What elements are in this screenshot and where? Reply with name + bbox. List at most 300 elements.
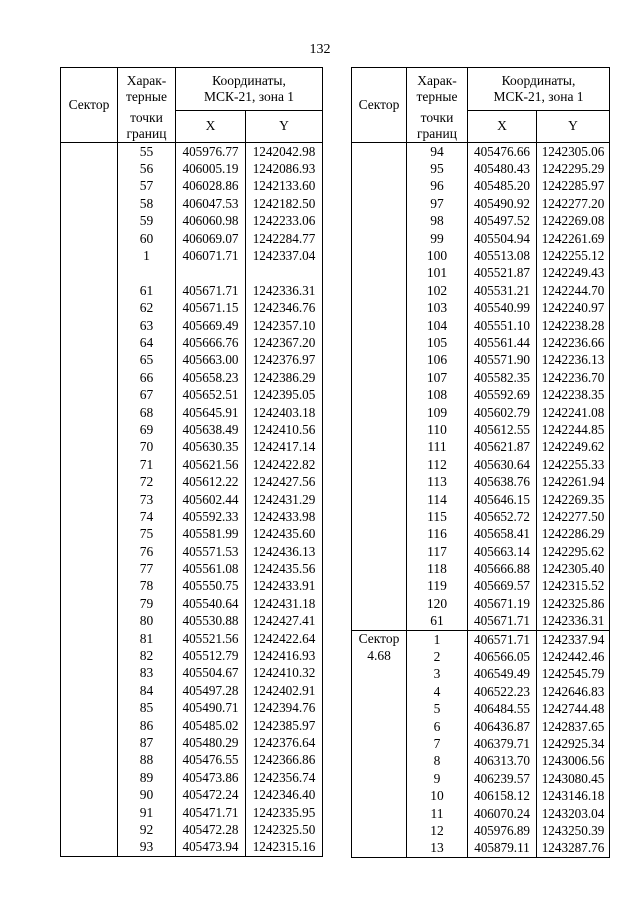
- sector-cell: [61, 734, 118, 751]
- point-cell: 64: [118, 334, 176, 351]
- x-cell: 405530.88: [176, 613, 246, 630]
- table-row: [352, 352, 610, 369]
- x-cell: 405561.08: [176, 560, 246, 577]
- x-cell: 405490.92: [468, 195, 537, 212]
- point-cell: 57: [118, 178, 176, 195]
- x-cell: 405671.71: [468, 613, 537, 631]
- sector-cell: [352, 456, 407, 473]
- table-row: [352, 770, 610, 787]
- x-cell: 405561.44: [468, 334, 537, 351]
- y-cell: 1242325.86: [537, 595, 610, 612]
- point-cell: 81: [118, 630, 176, 647]
- sector-cell: [352, 247, 407, 264]
- x-cell: 405671.15: [176, 300, 246, 317]
- point-cell: 7: [407, 735, 468, 752]
- point-cell: 91: [118, 804, 176, 821]
- y-cell: 1242241.08: [537, 404, 610, 421]
- table-row: [61, 630, 323, 647]
- table-row: [352, 213, 610, 230]
- y-cell: 1242410.56: [246, 421, 323, 438]
- point-cell: 94: [407, 143, 468, 161]
- y-cell: 1242925.34: [537, 735, 610, 752]
- sector-header: Сектор: [352, 68, 407, 143]
- x-cell: 405638.76: [468, 473, 537, 490]
- y-cell: 1242416.93: [246, 647, 323, 664]
- table-row: [352, 735, 610, 752]
- x-cell: [176, 265, 246, 282]
- x-cell: 406060.98: [176, 213, 246, 230]
- y-cell: 1242269.35: [537, 491, 610, 508]
- sector-cell: [61, 421, 118, 438]
- x-cell: 405671.19: [468, 595, 537, 612]
- sector-cell: [352, 143, 407, 161]
- y-cell: 1242182.50: [246, 195, 323, 212]
- coordinates-table-left: [60, 67, 323, 857]
- char-points-line-4: границ: [126, 126, 167, 141]
- point-cell: 115: [407, 508, 468, 525]
- table-row: [352, 334, 610, 351]
- point-cell: 112: [407, 456, 468, 473]
- point-cell: 117: [407, 543, 468, 560]
- sector-cell: [352, 595, 407, 612]
- sector-cell: [61, 352, 118, 369]
- sector-cell: [61, 178, 118, 195]
- y-cell: 1242284.77: [246, 230, 323, 247]
- table-row: [352, 473, 610, 490]
- y-cell: 1242427.56: [246, 473, 323, 490]
- table-row: [352, 230, 610, 247]
- right-table-body: [352, 143, 610, 858]
- sector-cell: [352, 578, 407, 595]
- point-cell: 67: [118, 386, 176, 403]
- table-row: [61, 682, 323, 699]
- point-cell: 101: [407, 265, 468, 282]
- sector-cell: [352, 300, 407, 317]
- x-cell: 405646.15: [468, 491, 537, 508]
- sector-cell: [61, 404, 118, 421]
- point-cell: 96: [407, 178, 468, 195]
- sector-cell: [352, 701, 407, 718]
- x-cell: 405630.35: [176, 439, 246, 456]
- point-cell: 70: [118, 439, 176, 456]
- y-cell: 1242336.31: [537, 613, 610, 631]
- point-cell: 11: [407, 805, 468, 822]
- x-cell: 405645.91: [176, 404, 246, 421]
- sector-cell: [61, 195, 118, 212]
- y-cell: 1242277.50: [537, 508, 610, 525]
- y-cell: 1242385.97: [246, 717, 323, 734]
- table-row: [352, 543, 610, 560]
- y-cell: 1242325.50: [246, 821, 323, 838]
- coords-header: [176, 68, 323, 111]
- point-cell: 74: [118, 508, 176, 525]
- x-cell: 405571.53: [176, 543, 246, 560]
- x-cell: 405592.33: [176, 508, 246, 525]
- table-row: [61, 230, 323, 247]
- x-cell: 405472.28: [176, 821, 246, 838]
- x-cell: 405476.66: [468, 143, 537, 161]
- sector-cell: [352, 213, 407, 230]
- sector-cell: [61, 560, 118, 577]
- x-cell: 405630.64: [468, 456, 537, 473]
- point-cell: 69: [118, 421, 176, 438]
- y-cell: 1242236.66: [537, 334, 610, 351]
- sector-cell: [61, 334, 118, 351]
- y-cell: 1242403.18: [246, 404, 323, 421]
- point-cell: 60: [118, 230, 176, 247]
- table-row: [352, 526, 610, 543]
- point-cell: 79: [118, 595, 176, 612]
- point-cell: 61: [118, 282, 176, 299]
- y-cell: 1242336.31: [246, 282, 323, 299]
- table-row: [352, 178, 610, 195]
- sector-cell: [352, 160, 407, 177]
- y-cell: 1242436.13: [246, 543, 323, 560]
- point-cell: 1: [118, 247, 176, 264]
- x-cell: 405497.52: [468, 213, 537, 230]
- point-cell: 76: [118, 543, 176, 560]
- x-cell: 405976.77: [176, 143, 246, 161]
- y-cell: 1243203.04: [537, 805, 610, 822]
- point-cell: 85: [118, 700, 176, 717]
- point-cell: [118, 265, 176, 282]
- y-cell: 1242249.62: [537, 439, 610, 456]
- sector-cell: [61, 578, 118, 595]
- sector-cell: [352, 560, 407, 577]
- x-cell: 405485.20: [468, 178, 537, 195]
- y-cell: 1242367.20: [246, 334, 323, 351]
- table-row: [61, 700, 323, 717]
- y-cell: 1242356.74: [246, 769, 323, 786]
- x-cell: 405658.41: [468, 526, 537, 543]
- point-cell: 92: [118, 821, 176, 838]
- y-header: Y: [246, 110, 323, 143]
- table-row: [61, 665, 323, 682]
- point-cell: 109: [407, 404, 468, 421]
- table-row: [352, 560, 610, 577]
- point-cell: 95: [407, 160, 468, 177]
- y-cell: 1242427.41: [246, 613, 323, 630]
- table-row: [352, 421, 610, 438]
- point-cell: 8: [407, 753, 468, 770]
- sector-cell: [352, 787, 407, 804]
- y-cell: 1242442.46: [537, 648, 610, 665]
- y-cell: 1242433.98: [246, 508, 323, 525]
- point-cell: 55: [118, 143, 176, 161]
- table-row: [61, 734, 323, 751]
- x-cell: 405550.75: [176, 578, 246, 595]
- point-cell: 65: [118, 352, 176, 369]
- y-cell: 1242431.29: [246, 491, 323, 508]
- sector-cell: [61, 247, 118, 264]
- point-cell: 89: [118, 769, 176, 786]
- point-cell: 106: [407, 352, 468, 369]
- point-cell: 62: [118, 300, 176, 317]
- y-cell: 1243080.45: [537, 770, 610, 787]
- table-row: [61, 595, 323, 612]
- x-cell: 406522.23: [468, 683, 537, 700]
- sector-cell: [61, 613, 118, 630]
- y-cell: 1242376.64: [246, 734, 323, 751]
- x-cell: 406071.71: [176, 247, 246, 264]
- sector-cell: [352, 439, 407, 456]
- point-cell: 72: [118, 473, 176, 490]
- point-cell: 1: [407, 630, 468, 648]
- y-cell: 1242422.64: [246, 630, 323, 647]
- y-cell: 1242545.79: [537, 666, 610, 683]
- sector-cell: [61, 456, 118, 473]
- left-table-body: [61, 143, 323, 857]
- table-row: [61, 178, 323, 195]
- sector-cell: [61, 804, 118, 821]
- y-cell: 1243006.56: [537, 753, 610, 770]
- table-row: [61, 421, 323, 438]
- coords-title-line-1: Координаты,: [212, 72, 286, 88]
- sector-cell: [352, 735, 407, 752]
- table-row: [352, 247, 610, 264]
- sector-cell: [352, 265, 407, 282]
- x-cell: 405480.29: [176, 734, 246, 751]
- sector-cell: [61, 160, 118, 177]
- x-cell: 405663.14: [468, 543, 537, 560]
- coords-title-line-2: МСК-21, зона 1: [493, 88, 584, 104]
- x-cell: 405621.56: [176, 456, 246, 473]
- table-row: [61, 195, 323, 212]
- table-row: [352, 195, 610, 212]
- point-cell: 90: [118, 786, 176, 803]
- x-cell: 405666.76: [176, 334, 246, 351]
- x-cell: 405490.71: [176, 700, 246, 717]
- x-cell: 405551.10: [468, 317, 537, 334]
- sector-cell: [352, 178, 407, 195]
- point-cell: 98: [407, 213, 468, 230]
- y-cell: 1242295.62: [537, 543, 610, 560]
- table-row: [352, 300, 610, 317]
- x-header: X: [468, 110, 537, 143]
- table-row: [352, 595, 610, 612]
- y-cell: 1242286.29: [537, 526, 610, 543]
- point-cell: 103: [407, 300, 468, 317]
- sector-cell: Сектор: [352, 630, 407, 648]
- table-row: [61, 769, 323, 786]
- point-cell: 110: [407, 421, 468, 438]
- x-cell: 405602.44: [176, 491, 246, 508]
- sector-cell: [352, 386, 407, 403]
- x-cell: 405540.64: [176, 595, 246, 612]
- x-cell: 405621.87: [468, 439, 537, 456]
- char-points-line-2: терные: [416, 89, 458, 104]
- sector-cell: [61, 630, 118, 647]
- sector-cell: [61, 526, 118, 543]
- x-cell: 406005.19: [176, 160, 246, 177]
- y-cell: 1242244.85: [537, 421, 610, 438]
- sector-cell: [352, 753, 407, 770]
- table-row: [61, 143, 323, 161]
- sector-cell: [61, 786, 118, 803]
- x-cell: 406313.70: [468, 753, 537, 770]
- point-cell: 113: [407, 473, 468, 490]
- x-cell: 405638.49: [176, 421, 246, 438]
- table-row: [61, 508, 323, 525]
- table-row: [352, 404, 610, 421]
- y-cell: 1242315.16: [246, 839, 323, 857]
- y-cell: 1242366.86: [246, 752, 323, 769]
- x-cell: 405513.08: [468, 247, 537, 264]
- x-cell: 405581.99: [176, 526, 246, 543]
- table-row: [61, 578, 323, 595]
- point-cell: 84: [118, 682, 176, 699]
- x-cell: 405512.79: [176, 647, 246, 664]
- point-cell: 63: [118, 317, 176, 334]
- table-row: [61, 543, 323, 560]
- point-cell: 97: [407, 195, 468, 212]
- table-row: [61, 717, 323, 734]
- table-row: [352, 630, 610, 648]
- table-row: [352, 265, 610, 282]
- x-cell: 405472.24: [176, 786, 246, 803]
- table-row: [352, 666, 610, 683]
- point-cell: 119: [407, 578, 468, 595]
- y-cell: [246, 265, 323, 282]
- y-cell: 1243250.39: [537, 822, 610, 839]
- y-cell: 1242386.29: [246, 369, 323, 386]
- y-cell: 1242417.14: [246, 439, 323, 456]
- table-row: [61, 247, 323, 264]
- y-cell: 1242435.60: [246, 526, 323, 543]
- sector-cell: [61, 752, 118, 769]
- y-cell: 1242435.56: [246, 560, 323, 577]
- y-cell: 1242277.20: [537, 195, 610, 212]
- char-points-header-bottom: [118, 110, 176, 143]
- char-points-header-top: [407, 68, 468, 111]
- table-row: [61, 821, 323, 838]
- point-cell: 83: [118, 665, 176, 682]
- point-cell: 5: [407, 701, 468, 718]
- point-cell: 116: [407, 526, 468, 543]
- x-cell: 406379.71: [468, 735, 537, 752]
- y-cell: 1242261.69: [537, 230, 610, 247]
- point-cell: 2: [407, 648, 468, 665]
- x-cell: 405473.86: [176, 769, 246, 786]
- point-cell: 4: [407, 683, 468, 700]
- table-row: [61, 213, 323, 230]
- point-cell: 88: [118, 752, 176, 769]
- x-cell: 405671.71: [176, 282, 246, 299]
- table-row: [352, 317, 610, 334]
- point-cell: 12: [407, 822, 468, 839]
- table-row: [352, 718, 610, 735]
- x-cell: 405471.71: [176, 804, 246, 821]
- table-row: [61, 526, 323, 543]
- table-row: [61, 404, 323, 421]
- point-cell: 61: [407, 613, 468, 631]
- y-cell: 1242337.94: [537, 630, 610, 648]
- x-cell: 405658.23: [176, 369, 246, 386]
- table-row: [61, 317, 323, 334]
- point-cell: 120: [407, 595, 468, 612]
- y-cell: 1242236.13: [537, 352, 610, 369]
- table-row: [61, 439, 323, 456]
- x-header: X: [176, 110, 246, 143]
- point-cell: 3: [407, 666, 468, 683]
- point-cell: 105: [407, 334, 468, 351]
- sector-cell: [352, 352, 407, 369]
- sector-cell: [352, 195, 407, 212]
- point-cell: 114: [407, 491, 468, 508]
- x-cell: 405976.89: [468, 822, 537, 839]
- x-cell: 405504.67: [176, 665, 246, 682]
- page-number: 132: [309, 42, 331, 57]
- sector-cell: [61, 647, 118, 664]
- point-cell: 56: [118, 160, 176, 177]
- x-cell: 405592.69: [468, 386, 537, 403]
- x-cell: 405652.72: [468, 508, 537, 525]
- point-cell: 9: [407, 770, 468, 787]
- x-cell: 405540.99: [468, 300, 537, 317]
- table-row: [352, 822, 610, 839]
- y-cell: 1242305.40: [537, 560, 610, 577]
- x-cell: 406239.57: [468, 770, 537, 787]
- coordinates-table-right: [351, 67, 610, 858]
- x-cell: 405602.79: [468, 404, 537, 421]
- table-row: [61, 647, 323, 664]
- table-row: [352, 753, 610, 770]
- table-row: [61, 265, 323, 282]
- x-cell: 405473.94: [176, 839, 246, 857]
- sector-header: Сектор: [61, 68, 118, 143]
- y-cell: 1242646.83: [537, 683, 610, 700]
- coords-header: [468, 68, 610, 111]
- sector-cell: 4.68: [352, 648, 407, 665]
- char-points-header-top: [118, 68, 176, 111]
- point-cell: 78: [118, 578, 176, 595]
- point-cell: 82: [118, 647, 176, 664]
- y-cell: 1242042.98: [246, 143, 323, 161]
- x-cell: 405663.00: [176, 352, 246, 369]
- x-cell: 405879.11: [468, 840, 537, 858]
- sector-cell: [61, 265, 118, 282]
- x-cell: 405521.56: [176, 630, 246, 647]
- table-row: [61, 334, 323, 351]
- char-points-line-2: терные: [126, 89, 167, 104]
- sector-cell: [352, 613, 407, 631]
- y-cell: 1242244.70: [537, 282, 610, 299]
- sector-cell: [61, 839, 118, 857]
- sector-cell: [352, 683, 407, 700]
- y-cell: 1242335.95: [246, 804, 323, 821]
- y-cell: 1242295.29: [537, 160, 610, 177]
- point-cell: 99: [407, 230, 468, 247]
- y-cell: 1242269.08: [537, 213, 610, 230]
- y-cell: 1242346.76: [246, 300, 323, 317]
- point-cell: 68: [118, 404, 176, 421]
- sector-cell: [61, 282, 118, 299]
- y-cell: 1242305.06: [537, 143, 610, 161]
- table-row: [61, 369, 323, 386]
- sector-cell: [61, 700, 118, 717]
- x-cell: 406484.55: [468, 701, 537, 718]
- sector-cell: [61, 230, 118, 247]
- char-points-line-4: границ: [417, 126, 457, 141]
- y-cell: 1242238.28: [537, 317, 610, 334]
- x-cell: 406047.53: [176, 195, 246, 212]
- x-cell: 406070.24: [468, 805, 537, 822]
- sector-cell: [352, 282, 407, 299]
- y-cell: 1242236.70: [537, 369, 610, 386]
- sector-cell: [61, 717, 118, 734]
- y-cell: 1242261.94: [537, 473, 610, 490]
- point-cell: 86: [118, 717, 176, 734]
